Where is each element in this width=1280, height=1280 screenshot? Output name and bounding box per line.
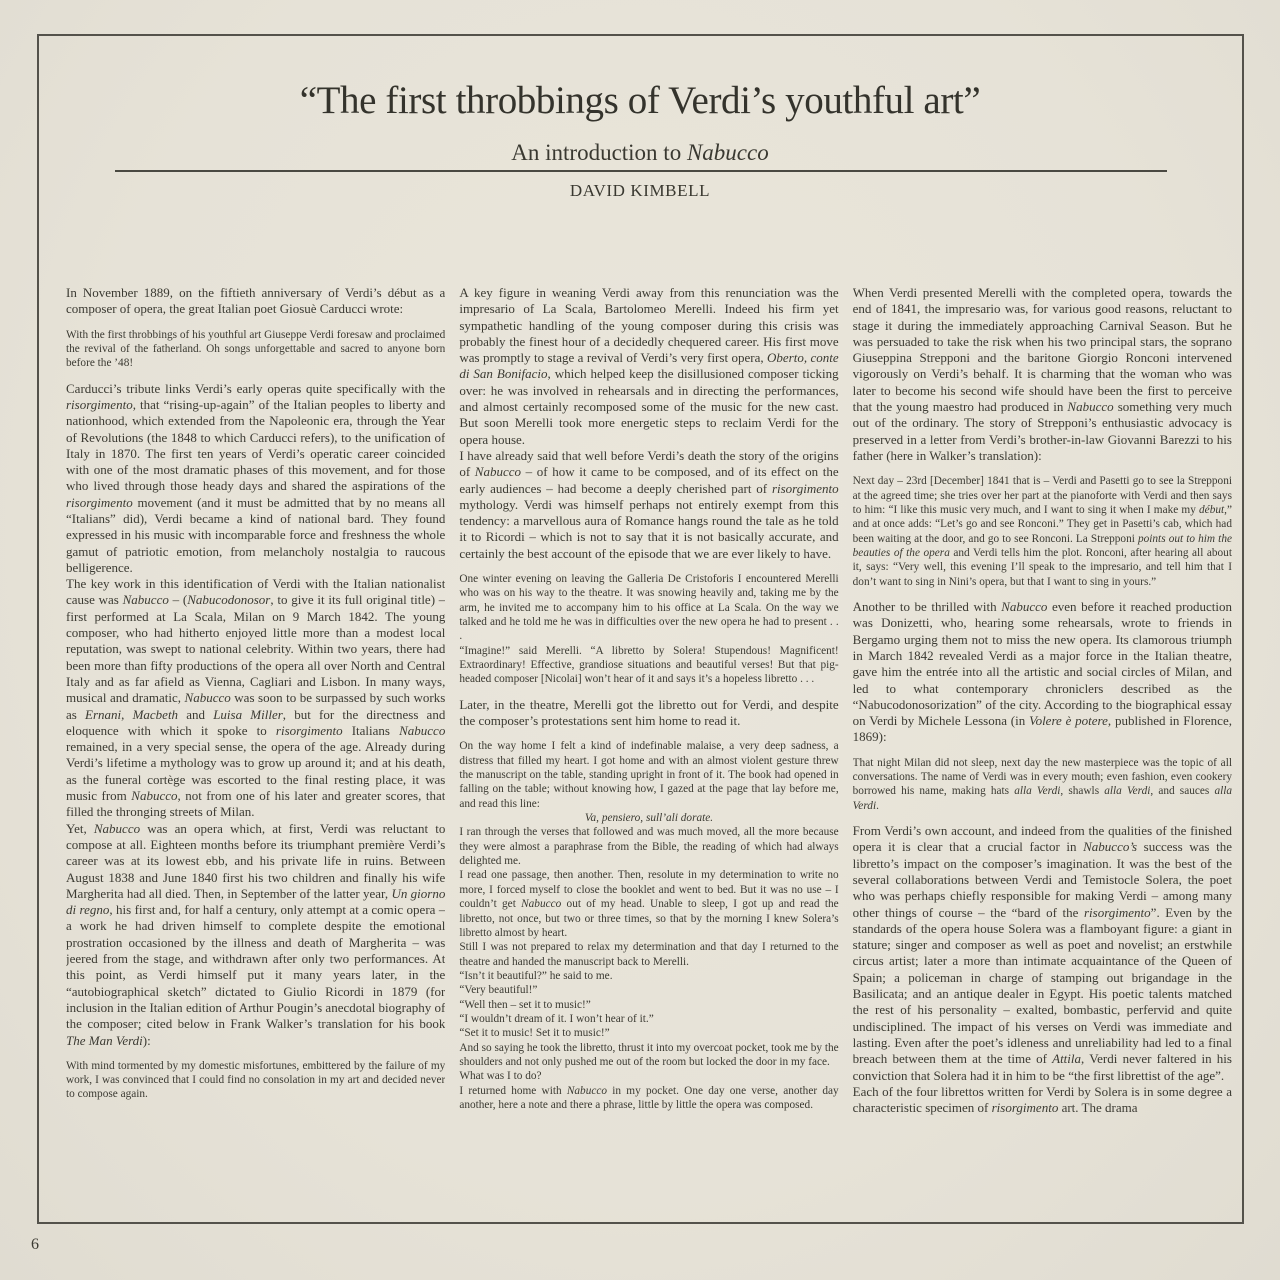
author-name: DAVID KIMBELL [569,181,711,200]
block-quote: I ran through the verses that followed and was much moved, all the more because they were almost a paraphrase from the Bible, the reading of which had always delighted me. [459,826,839,868]
block-quote: On the way home I felt a kind of indefinable malaise, a very deep sadness, a distress that filled my heart. I got home and with an almost violent gesture threw the manuscript on the table, standing upright in front of it. The book had opened in falling on the table; without knowing how, I gazed at the page that lay before me, and read this line: [459,740,839,810]
block-quote: Next day – 23rd [December] 1841 that is – Verdi and Pasetti go to see la Strepponi at the agreed time; she tries over her part at the pianoforte with Verdi and then says to him: “I like this music very much, and I want to sing it when I make my début,” and at once adds: “Let’s go and see Ronconi.” They get in Pasetti’s cab, which had been waiting at the door, and go to see Ronconi. La Strepponi points out to him the beauties of the opera and Verdi tells him the plot. Ronconi, after hearing all about it, says: “Very well, this evening I’ll speak to the impresario, and tell him that I don’t want to sing in Nini’s opera, but that I want to sing in yours.” [852,475,1232,588]
paragraph: The key work in this identification of Verdi with the Italian nationalist cause was Nabucco – (Nabucodonosor, to give it its full original title) – first performed at La Scala, Milan on 9 March 1842. The young composer, who had hitherto enjoyed little more than a modest local reputation, was swept to national celebrity. Within two years, there had been more than fifty productions of the opera all over North and Central Italy and as far afield as Vienna, Cagliari and Lisbon. In many ways, musical and dramatic, Nabucco was soon to be surpassed by such works as Ernani, Macbeth and Luisa Miller, but for the directness and eloquence with which it spoke to risorgimento Italians Nabucco remained, in a very special sense, the opera of the age. Already during Verdi’s lifetime a mythology was to grow up around it; and at his death, as the funeral cortège was escorted to the final resting place, it was music from Nabucco, not from one of his later and greater scores, that filled the thronging streets of Milan. [66,576,446,820]
paragraph: In November 1889, on the fiftieth anniversary of Verdi’s début as a composer of opera, the great Italian poet Giosuè Carducci wrote: [66,285,446,317]
paragraph: I have already said that well before Verdi’s death the story of the origins of Nabucco – of how it came to be composed, and of its effect on the early audiences – had become a deeply cherished part of risorgimento mythology. Verdi was himself perhaps not entirely exempt from this tendency: a marvellous aura of Romance hangs round the tale as he told it to Ricordi – which is not to say that it is not basically accurate, and certainly the best account of the episode that we are ever likely to have. [459,447,839,561]
block-quote: I read one passage, then another. Then, resolute in my determination to write no more, I forced myself to close the booklet and went to bed. But it was no use – I couldn’t get Nabucco out of my head. Unable to sleep, I got up and read the libretto, not once, but two or three times, so that by the morning I knew Solera’s libretto almost by heart. [459,869,839,939]
paragraph: A key figure in weaning Verdi away from this renunciation was the impresario of La Scala, Bartolomeo Merelli. Indeed his firm yet sympathetic handling of the young composer during this crisis was probably the finest hour of a decidedly chequered career. His first move was promptly to stage a revival of Verdi’s very first opera, Oberto, conte di San Bonifacio, which helped keep the disillusioned composer ticking over: he was involved in rehearsals and in directing the performances, and almost certainly recomposed some of the music for the new cast. But soon Merelli took more energetic steps to reclaim Verdi for the opera house. [459,285,839,447]
block-quote: Still I was not prepared to relax my determination and that day I returned to the theatre and handed the manuscript back to Merelli. [459,941,839,968]
block-quote: With mind tormented by my domestic misfortunes, embittered by the failure of my work, I was convinced that I could find no consolation in my art and decided never to compose again. [66,1059,446,1101]
block-quote: With the first throbbings of his youthful art Giuseppe Verdi foresaw and proclaimed the revival of the fatherland. Oh songs unforgettable and sacred to anyone born before the ’48! [66,328,446,370]
paragraph: Each of the four librettos written for Verdi by Solera is in some degree a characteristic specimen of risorgimento art. The drama [852,1083,1232,1116]
block-quote: Va, pensiero, sull’ali dorate. [584,812,714,825]
paragraph: From Verdi’s own account, and indeed from the qualities of the finished opera it is clear that a crucial factor in Nabucco’s success was the libretto’s impact on the composer’s imagination. It was the best of the several collaborations between Verdi and Temistocle Solera, the poet who was perhaps chiefly responsible for making Verdi – among many other things of course – the “bard of the risorgimento”. Even by the standards of the opera house Solera was a flamboyant figure: a giant in stature; singer and composer as well as poet and novelist; an erstwhile circus artist; later a more than intimate acquaintance of the Queen of Spain; a policeman in charge of stamping out brigandage in the Basilicata; and an antique dealer in Egypt. His poetic talents matched the rest of his personality – exalted, bombastic, perfervid and quite undisciplined. The impact of his verses on Verdi was immediate and lasting. Even after the poet’s idleness and unreliability had led to a final breach between them at the time of Attila, Verdi never faltered in his conviction that Solera had it in him to be “the first librettist of the age”. [852,823,1232,1083]
block-quote: One winter evening on leaving the Galleria De Cristoforis I encountered Merelli who was on his way to the theatre. It was snowing heavily and, taking me by the arm, he invited me to accompany him to his office at La Scala. On the way we talked and he told me he was in difficulties over the new opera he had to present . . . [459,573,839,643]
block-quote: That night Milan did not sleep, next day the new masterpiece was the topic of all conversations. The name of Verdi was in every mouth; even fashion, even cookery borrowed his name, making hats alla Verdi, shawls alla Verdi, and sauces alla Verdi. [852,756,1232,812]
text-column-2 [459,285,838,1215]
block-quote: “Isn’t it beautiful?” he said to me. [459,969,613,982]
block-quote: “Imagine!” said Merelli. “A libretto by Solera! Stupendous! Magnificent! Extraordinary! Effective, grandiose situations and beautiful verses! But that pig-headed composer [Nicolai] won’t hear of it and says it’s a hopeless libretto . . . [459,644,839,686]
page-subtitle: An introduction to Nabucco [511,140,769,165]
block-quote: “Well then – set it to music!” [459,998,591,1011]
paragraph: Another to be thrilled with Nabucco even before it reached production was Donizetti, who, hearing some rehearsals, wrote to friends in Bergamo urging them not to miss the new opera. Its clamorous triumph in March 1842 revealed Verdi as a major force in the Italian theatre, gave him the entrée into all the artistic and social circles of Milan, and led to what contemporary chroniclers described as the “Nabucodonosorization” of the city. According to the biographical essay on Verdi by Michele Lessona (in Volere è potere, published in Florence, 1869): [852,599,1232,745]
block-quote: And so saying he took the libretto, thrust it into my overcoat pocket, took me by the shoulders and not only pushed me out of the room but locked the door in my face. [459,1041,839,1068]
text-column-1 [66,285,445,1215]
paragraph: Carducci’s tribute links Verdi’s early operas quite specifically with the risorgimento, that “rising-up-again” of the Italian peoples to liberty and nationhood, which extended from the Napoleonic era, through the Year of Revolutions (the 1848 to which Carducci refers), to the unification of Italy in 1870. The first ten years of Verdi’s operatic career coincided with one of the most dramatic phases of this movement, and for those who lived through those heady days and shared the aspirations of the risorgimento movement (and it must be admitted that by no means all “Italians” did), Verdi became a kind of national bard. They found expressed in his music with incomparable force and freshness the whole gamut of patriotic emotion, from melancholy nostalgia to raucous belligerence. [66,380,446,575]
article-body [66,285,1232,1215]
page-number: 6 [31,1236,39,1253]
block-quote: “Very beautiful!” [459,984,538,997]
block-quote: “I wouldn’t dream of it. I won’t hear of it.” [459,1012,654,1025]
block-quote: What was I to do? [459,1070,542,1083]
text-column-3 [853,285,1232,1215]
header-divider [115,170,1167,172]
paragraph: When Verdi presented Merelli with the completed opera, towards the end of 1841, the impresario was, for various good reasons, reluctant to stage it during the immediately approaching Carnival Season. But he was persuaded to take the risk when his two principal stars, the soprano Giuseppina Strepponi and the baritone Giorgio Ronconi intervened vigorously on Verdi’s behalf. It is charming that the woman who was later to become his second wife should have been the first to perceive that the young maestro had produced in Nabucco something very much out of the ordinary. The story of Strepponi’s enthusiastic advocacy is preserved in a letter from Verdi’s brother-in-law Giovanni Barezzi to his father (here in Walker’s translation): [852,285,1232,463]
block-quote: I returned home with Nabucco in my pocket. One day one verse, another day another, here a note and there a phrase, little by little the opera was composed. [459,1084,839,1111]
paragraph: Yet, Nabucco was an opera which, at first, Verdi was reluctant to compose at all. Eighteen months before its triumphant première Verdi’s career was at its lowest ebb, and his private life in ruins. Between August 1838 and June 1840 first his two children and finally his wife Margherita had all died. Then, in September of the latter year, Un giorno di regno, his first and, for half a century, only attempt at a comic opera – a work he had driven himself to complete despite the emotional prostration occasioned by the illness and death of Margherita – was jeered from the stage, and withdrawn after only two performances. At this point, as Verdi himself put it many years later, in the “autobiographical sketch” dictated to Giulio Ricordi in 1879 (for inclusion in the Italian edition of Arthur Pougin’s anecdotal biography of the composer; cited below in Frank Walker’s translation for his book The Man Verdi): [66,820,446,1048]
page-title: “The first throbbings of Verdi’s youthful art” [299,79,981,122]
block-quote: “Set it to music! Set it to music!” [459,1027,610,1040]
paragraph: Later, in the theatre, Merelli got the libretto out for Verdi, and despite the composer’s protestations sent him home to read it. [459,696,839,729]
